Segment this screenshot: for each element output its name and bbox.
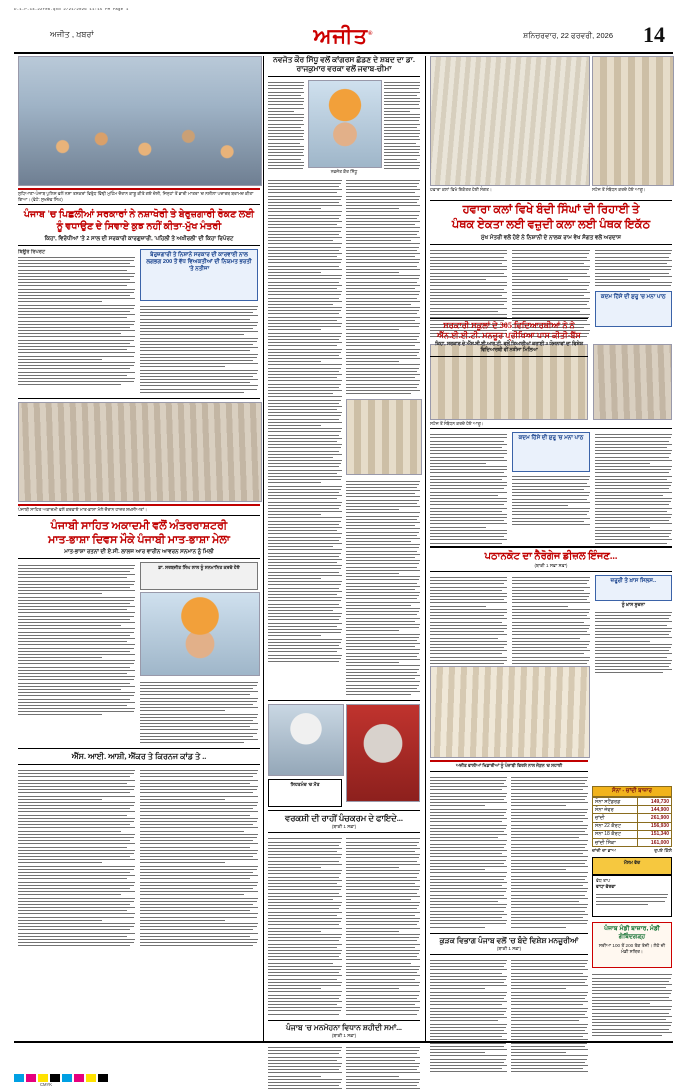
table-row bbox=[593, 806, 672, 814]
right-body-e bbox=[512, 474, 589, 527]
table-row bbox=[593, 822, 672, 830]
market-row-label: ਚਾਂਦੀ bbox=[593, 814, 638, 822]
market-footer-right: ਰੁਪਏ ਕਿੱਲੋ bbox=[654, 848, 672, 854]
weather-title-box: ਮੌਸਮ ਵੇਦ bbox=[592, 857, 672, 875]
photo-caption-navjot: ਨਵਜੋਤ ਕੌਰ ਸਿੱਧੂ bbox=[330, 168, 358, 174]
col2-body-e bbox=[346, 478, 420, 697]
bottom-right-cont: (ਬਾਕੀ 1 ਸਫ਼ਾ) bbox=[496, 945, 522, 951]
registration-swatch bbox=[86, 1074, 96, 1082]
bottom-right-headline: ਕੁੜਕ ਵਿਭਾਗ ਪੰਜਾਬ ਵਲੋਂ 'ਚ ਬੰਦੇ ਵਿਸ਼ੇਸ਼ ਮਨਜ਼ੂਰੀਆਂ bbox=[439, 935, 579, 945]
column-middle bbox=[268, 56, 420, 1089]
photo-elderly-woman bbox=[268, 704, 344, 776]
registration-swatch bbox=[26, 1074, 36, 1082]
photo-hawara-sangat bbox=[430, 56, 590, 186]
mid-photo-caption-box: ਸਿਹਤਮੰਦ 'ਚ ਮੌਤ bbox=[268, 779, 342, 807]
bottom-mid-cont: (ਬਾਕੀ 1 ਸਫ਼ਾ) bbox=[331, 824, 357, 830]
photo-drug-arrests bbox=[18, 56, 262, 186]
market-row-label: ਸੋਨਾ 18 ਕੈਰਟ bbox=[593, 830, 638, 838]
bottom-mid-headline: ਵਰਕਸ਼ੀ ਦੀ ਰਾਹੀਂ ਪੰਚਕਰਮ ਦੇ ਫਾਇਦੇ... bbox=[284, 814, 403, 824]
column-divider-2 bbox=[425, 56, 426, 1041]
footnote-cmyk: CMYK bbox=[40, 1082, 53, 1087]
market-row-value: 144,900 bbox=[638, 806, 672, 814]
bottom-mid2-body-a bbox=[268, 1045, 342, 1089]
market-footer-left: ਚਾਂਦੀ ਦਾ ਭਾਅ bbox=[592, 848, 616, 854]
akademi-headline-line1: ਪੰਜਾਬੀ ਸਾਹਿਤ ਅਕਾਦਮੀ ਵਲੋਂ ਅੰਤਰਰਾਸ਼ਟਰੀ bbox=[50, 519, 228, 532]
green-ad-box bbox=[592, 922, 672, 968]
market-row-value: 151,340 bbox=[638, 830, 672, 838]
akademi-inset-caption-box: ਡਾ. ਸਰਬਜੀਤ ਸਿੰਘ ਲਾਲ ਨੂੰ ਸਨਮਾਨਿਤ ਕਰਦੇ ਹੋਏ bbox=[140, 562, 258, 590]
green-ad-title: ਪੰਜਾਬ ਮੰਡੀ ਬਾਜ਼ਾਰ, ਮੰਡੀ ਗੋਬਿੰਦਗੜ੍ਹ bbox=[604, 925, 660, 941]
registration-swatch bbox=[38, 1074, 48, 1082]
market-block bbox=[592, 786, 672, 1038]
neet-story-block bbox=[430, 318, 588, 357]
photo-caption-awards: ਅਜੀਤ ਵਾਲੀਆਂ ਖਿਡਾਰੀਆਂ ਨੂੰ ਪੰਜਾਬੀ ਵਿਰਸੇ ਨਾਲ ਜੋੜਨ 'ਚ ਸਹਾਈ bbox=[455, 763, 563, 768]
registration-swatch bbox=[74, 1074, 84, 1082]
photo-caption-hawara-sangat: ਹਵਾਰਾ ਕਲਾਂ ਵਿਖੇ ਇਕੱਤਰ ਹੋਈ ਸੰਗਤ। bbox=[430, 187, 492, 192]
table-row bbox=[593, 830, 672, 838]
table-row bbox=[593, 798, 672, 806]
right-body-c bbox=[595, 248, 672, 288]
column-far-right bbox=[592, 56, 672, 193]
col2-body-b bbox=[384, 80, 420, 175]
registration-swatch bbox=[14, 1074, 24, 1082]
masthead bbox=[14, 22, 673, 54]
publication-logo: ਅਜੀਤ® bbox=[313, 24, 374, 48]
right-lead-block bbox=[430, 200, 672, 549]
masthead-section-label: ਅਜੀਤ , ਖ਼ਬਰਾਂ bbox=[50, 30, 94, 39]
bottom-right-body-a bbox=[430, 958, 507, 1075]
notice-box-sub: ਨੂੰ ਖ਼ਾਸ ਸੂਚਨਾ bbox=[621, 601, 645, 607]
page-number: 14 bbox=[643, 22, 665, 47]
weather-temp-value: ਵਾਧਾ ਵੇਰਵਾ bbox=[596, 884, 616, 890]
lead-headline-line2: ਨੂੰ ਵਧਾਉਣ ਦੇ ਸਿਵਾਏ ਕੁਝ ਨਹੀਂ ਕੀਤਾ-ਮੁੱਖ ਮੰਤਰੀ bbox=[56, 221, 222, 233]
bottom-mid2-body-b bbox=[346, 1045, 420, 1089]
awards-block bbox=[430, 666, 588, 1075]
right-body-d bbox=[430, 432, 507, 549]
photo-caption-hawara-leaders: ਸਟੇਜ ਤੋਂ ਸੰਬੋਧਨ ਕਰਦੇ ਹੋਏ ਆਗੂ। bbox=[430, 420, 484, 426]
issue-date: ਸ਼ਨਿਚਰਵਾਰ, 22 ਫਰਵਰੀ, 2026 bbox=[523, 31, 613, 40]
registration-swatch bbox=[62, 1074, 72, 1082]
pathankot-headline: ਪਠਾਨਕੋਟ ਦਾ ਨੈਰੋਗੇਜ ਡੀਜ਼ਲ ਇੰਜਣ... bbox=[484, 551, 618, 562]
pathankot-body-c bbox=[595, 610, 672, 676]
akademi-body-col-a bbox=[18, 562, 135, 745]
lead-dateline: ਬਿਊਰੋ ਰਿਪੋਰਟ bbox=[18, 248, 46, 255]
right-body-f bbox=[595, 432, 672, 549]
bottom-mid-cont-2: (ਬਾਕੀ 1 ਸਫ਼ਾ) bbox=[331, 1032, 357, 1038]
lead-headline-line1: ਪੰਜਾਬ 'ਚ ਪਿਛਲੀਆਂ ਸਰਕਾਰਾਂ ਨੇ ਨਸ਼ਾਖੋਰੀ ਤੇ ਬੇਰੁਜ਼ਗਾਰੀ ਰੋਕਣ ਲਈ bbox=[23, 209, 255, 220]
photo-caption-drug-arrests: ਲੁਧਿਆਣਾ-ਪੰਜਾਬ ਪੁਲਿਸ ਵਲੋਂ ਨਸ਼ਾ ਤਸਕਰਾਂ ਵਿਰੁੱਧ ਵਿੱਢੀ ਮੁਹਿੰਮ ਦੌਰਾਨ ਕਾਬੂ ਕੀਤੇ ਗਏ ਦੋਸ਼ੀ, ਜਿਨ੍ਹਾਂ ਤੋਂ ਭਾਰੀ ਮਾਤਰਾ 'ਚ ਨਸ਼ੀਲਾ ਪਦਾਰਥ ਬਰਾਮਦ ਕੀਤਾ ਗਿਆ। (ਫੋਟੋ: ਸੁਖਦੇਵ ਸਿੰਘ) bbox=[18, 191, 254, 202]
bottom-mid-headline-2: ਪੰਜਾਬ 'ਚ ਮਨਮੋਹਨਾ ਵਿਧਾਨ ਸ਼ਹੀਦੀ ਸਮਾਂ... bbox=[286, 1022, 402, 1032]
right-headline-line2: ਪੰਥਕ ਏਕਤਾ ਲਈ ਵਜ਼ੁਦੀ ਕਲਾ ਲਈ ਪੰਥਕ ਇਕੱਠ bbox=[451, 218, 651, 231]
table-row bbox=[593, 814, 672, 822]
right-headline-line1: ਹਵਾਰਾ ਕਲਾਂ ਵਿਖੇ ਬੰਦੀ ਸਿੰਘਾਂ ਦੀ ਰਿਹਾਈ ਤੇ bbox=[462, 204, 640, 216]
lead-inset-box: ਬੇਰੁਜ਼ਗਾਰੀ ਤੇ ਨਿਸ਼ਾਨੇ ਸਰਕਾਰ ਦੀ ਕਾਰਵਾਈ ਨਾਲ ਲਗਭਗ 200 ਤੋਂ ਵੱਧ ਵਿਅਕਤੀਆਂ ਦੀ ਨਿਯਮਤ ਭਰਤੀ 'ਤੇ ਨਤੀਜਾ bbox=[140, 249, 258, 301]
market-row-value: 161,000 bbox=[638, 838, 672, 846]
market-table bbox=[592, 797, 672, 847]
registration-swatch bbox=[98, 1074, 108, 1082]
right-subheadline: ਮੁੱਖ ਮੰਤਰੀ ਵਲੋਂ ਹੋਏ ਨੇ ਨਿਸ਼ਾਨੀ ਦੇ ਨਾਲਕ ਰਾਮ ਵੇਖ ਸੰਗਤ ਵਲੋਂ ਅਰਦਾਸ bbox=[480, 235, 621, 242]
page-bottom-rule bbox=[14, 1041, 673, 1043]
akademi-subheadline: ਮਾਤ-ਭਾਸ਼ਾ ਰਤਨਾਂ ਦੀ ਏ.ਸੀ. ਲਾਲਜ ਆਰ ਵਾਰੀਨ ਆਵਰਨ ਸਨਮਾਨ ਨੂੰ ਮਿਲੀ bbox=[64, 549, 214, 556]
far-right-body bbox=[592, 972, 672, 1038]
table-row bbox=[593, 838, 672, 846]
lead-body-col-a bbox=[18, 249, 135, 395]
lead-body-col-b bbox=[140, 304, 258, 395]
right-inset-box: ਕਦਮ ਹਿੱਸੇ ਦੀ ਸ਼ੁਰੂ 'ਚ ਮਨਾ ਪਾਠ bbox=[595, 291, 672, 327]
notice-box: ਜ਼ਰੂਰੀ ਤੇ ਖ਼ਾਸ ਸਿਲਸ.. bbox=[595, 575, 672, 601]
trademark-mark: ® bbox=[368, 31, 374, 37]
awards-body-a bbox=[430, 775, 507, 930]
photo-matbhasha-mela bbox=[18, 402, 262, 502]
photo-navjot-kaur-sidhu bbox=[308, 80, 382, 168]
print-registration-strip: D-1-P-14-22feb.qxd 2/21/2026 11:15 PM Page 1 bbox=[14, 8, 129, 12]
awards-body-b bbox=[511, 775, 588, 930]
photo-col2-leader bbox=[346, 399, 422, 475]
market-row-label: ਸੋਨਾ ਜੇਵਰ bbox=[593, 806, 638, 814]
col2-body-c bbox=[268, 177, 342, 697]
col2-headline: ਨਵਜੋਤ ਕੌਰ ਸਿੱਧੂ ਵਲੋਂ ਕਾਂਗਰਸ ਛੱਡਣ ਦੇ ਸ਼ਬਦ ਦਾ ਡਾ. ਰਾਜਕੁਮਾਰ ਵਰਕਾ ਵਲੋਂ ਜਵਾਬ-ਚੀਮਾ bbox=[273, 55, 415, 73]
market-row-value: 156,930 bbox=[638, 822, 672, 830]
market-row-label: ਸੋਨਾ 22 ਕੈਰਟ bbox=[593, 822, 638, 830]
bottom-right-body-b bbox=[511, 958, 588, 1075]
weather-body-box bbox=[592, 875, 672, 917]
market-row-label: ਚਾਂਦੀ ਸਿੱਕਾ bbox=[593, 838, 638, 846]
bottom-left-body-a bbox=[18, 768, 135, 949]
weather-temp-label: ਵੱਧ ਤਾਪ bbox=[596, 878, 611, 884]
bottom-left-body-b bbox=[140, 768, 258, 949]
photo-awards bbox=[430, 666, 590, 758]
bottom-mid-body-b bbox=[346, 836, 420, 1017]
market-row-label: ਸੋਨਾ ਸਟੈਂਡਰਡ bbox=[593, 798, 638, 806]
akademi-body-col-b bbox=[140, 679, 258, 745]
registration-swatch bbox=[50, 1074, 60, 1082]
akademi-headline-line2: ਮਾਤ-ਭਾਸ਼ਾ ਦਿਵਸ ਮੌਕੇ ਪੰਜਾਬੀ ਮਾਤ-ਭਾਸ਼ਾ ਮੇਲਾ bbox=[48, 533, 230, 546]
green-ad-lines: ਸਰੀਆ 100 ਤੋਂ 200 ਤੱਕ ਤੇਜ਼ੀ। ਲੋਹੇ ਦੀ ਮੰਡੀ ਸਥਿਰ। bbox=[598, 943, 666, 955]
right-inset-box-2: ਕਦਮ ਹਿੱਸੇ ਦੀ ਸ਼ੁਰੂ 'ਚ ਮਨਾ ਪਾਠ bbox=[512, 432, 589, 472]
market-title: ਸੋਨਾ - ਚਾਂਦੀ ਬਾਜ਼ਾਰ bbox=[592, 786, 672, 797]
neet-headline: ਸਰਕਾਰੀ ਸਕੂਲਾਂ ਦੇ 305 ਵਿਦਿਆਰਥੀਆਂ ਨੇ ਨੇ ਐੱਨ.ਈ.ਈ.ਟੀ. ਮਨਜ਼ੂਰ ਪ੍ਰੀਖਿਆ ਪਾਸ ਕੀਤੀ-ਬੈਂਸ bbox=[436, 321, 581, 340]
pathankot-cont: (ਬਾਕੀ 1 ਸਫ਼ਾ ਸਫ਼ਾ) bbox=[534, 562, 568, 568]
column-left bbox=[18, 56, 260, 949]
bottom-left-headline: ਐੱਸ. ਆਈ. ਆਸ਼ੀ, ਐਂਕਰ ਤੇ ਕਿਰਨਜ ਕਾਂਡ ਤੇ .. bbox=[71, 752, 207, 762]
photo-hawara-stage bbox=[592, 56, 674, 186]
photo-hawara-group bbox=[593, 344, 672, 420]
photo-sarbjit-singh bbox=[140, 592, 260, 676]
photo-red-dress bbox=[346, 704, 420, 802]
lead-subheadline: ਕਿਹਾ, ਵਿਰੋਧੀਆਂ 'ਤੇ 2 ਸਾਲ ਦੀ ਸਰਕਾਰੀ ਕਾਰਗੁਜ਼ਾਰੀ, 'ਪਹਿਲੀ ਤੇ ਅਖ਼ੀਰਲੀ' ਦੀ ਕਿਹਾ ਰਿਪੋਰਟ bbox=[44, 235, 234, 242]
neet-subheadline: ਕਿਹਾ, ਸਰਕਾਰ ਦੇ ਐੱਸ.ਸੀ.ਈ.ਆਰ.ਟੀ. ਵਲੋਂ ਤਿਆਰੀਆਂ ਕਰਾਈ 3 ਯੋਜਨਾਵਾਂ ਦਾ ਵਿਸ਼ੇਸ਼ ਵਿਦਿਆਰਥੀ ਵੀਂ ਨਤੀਜਾ ਮਿਲਿਆ bbox=[435, 342, 583, 354]
market-row-value: 149,730 bbox=[638, 798, 672, 806]
photo-caption-hawara-stage: ਸਟੇਜ ਤੋਂ ਸੰਬੋਧਨ ਕਰਦੇ ਹੋਏ ਆਗੂ। bbox=[592, 187, 646, 192]
col2-body-d bbox=[346, 177, 420, 396]
photo-caption-matbhasha-mela: ਪੰਜਾਬੀ ਸਾਹਿਤ ਅਕਾਦਮੀ ਵਲੋਂ ਕਰਵਾਏ ਮਾਤ-ਭਾਸ਼ਾ ਮੇਲੇ ਦੌਰਾਨ ਹਾਜ਼ਰ ਸ਼ਖ਼ਸੀਅਤਾਂ। bbox=[18, 507, 147, 513]
market-row-value: 261,900 bbox=[638, 814, 672, 822]
color-registration-bar bbox=[14, 1069, 673, 1077]
bottom-mid-body-a bbox=[268, 836, 342, 1017]
column-right-centre bbox=[430, 56, 588, 193]
col2-body-a bbox=[268, 80, 304, 175]
column-divider-1 bbox=[263, 56, 264, 1041]
